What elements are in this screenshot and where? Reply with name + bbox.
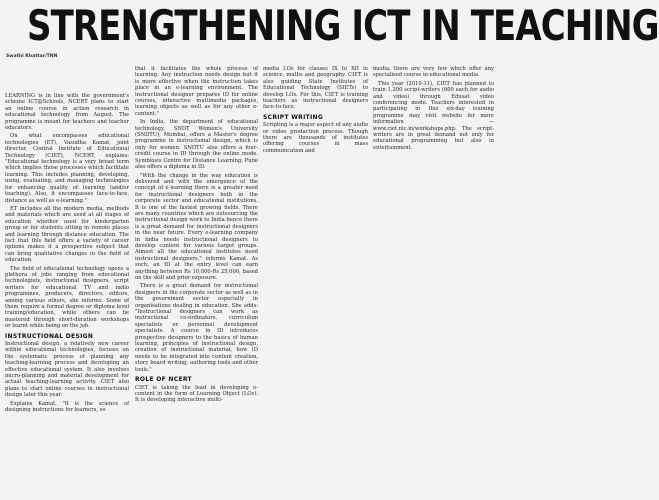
article-body	[5, 66, 494, 500]
paragraph: that it facilitates the whole process of learning. Any instruction needs design but it is more effective when the instruction takes place in an e-learning environment. The instructional designer prepares ID for online courses, interactive multimedia packages, learning objects as well as for any other e-content."	[135, 66, 258, 117]
paragraph: Explains Kamat, "It is the science of designing instructions for learners, so	[5, 400, 129, 414]
paragraph: "With the change in the way education is delivered and with the emergence of the concept of e-learning there is a greater need for instructional designers both in the corporate sector and educational institutions. It is one of the fastest growing fields. There are many countries which are outsourcing the instructional design work to India hence there is a great demand for instructional designers in the near future. Every e-learning company in India needs instructional designers to develop content for various target groups. Almost all the educational institutes need instructional designers," informs Kamat. As such, an ID at the entry level can earn anything between Rs 10,000-Rs 25,000, based on the skill and prior exposure.	[135, 172, 258, 281]
paragraph: media, there are very few which offer any specialised course in educational media.	[373, 66, 494, 79]
paragraph: Scripting is a major aspect of any audio or video production process. Though there are thousands of institutes offering courses in mass communication and	[263, 122, 368, 154]
paragraph: The field of educational technology opens a plethora of jobs ranging from educational technologists, instructional designers, script writers for educational TV and radio programmes, producers, directors, editors, among various others, she informs. Some of them require a formal degree or diploma level training/education, while others can be mastered through short-duration workshops or learnt while being on the job.	[5, 265, 129, 330]
column-3	[263, 66, 368, 500]
paragraph: This year (2010-11), CIET has planned to train 1,200 script-writers (600 each for audio and video) through Edusat video conferencing mode. Teachers interested in participating in this six-day training programme may visit website for more information — www.ciet.nic.in/workshops.php. The script-writers are in great demand not only for educational programming but also in entertainment.	[373, 80, 494, 151]
paragraph: In India, the department of educational technology, SNDT Women's University (SNDTU), Mumbai, offers a Master's degree programme in instructional design, which is only for women. SNDTU also offers a four-credit course in ID through the online mode. Symbiosis Centre for Distance Learning, Pune also offers a diploma in ID.	[135, 119, 258, 171]
column-4	[373, 66, 494, 500]
article-headline: STRENGTHENING ICT IN TEACHING	[27, 1, 659, 50]
paragraph: CIET is taking the lead in developing e-content in the form of Learning Object (LOs). It is developing interactive multi-	[135, 384, 258, 404]
section-heading-role-of-ncert: ROLE OF NCERT	[135, 376, 192, 384]
section-heading-instructional-design: INSTRUCTIONAL DESIGN	[5, 332, 94, 340]
paragraph: media LOs for classes IX to XII in science, maths and geography. CIET is also guiding State Institutes of Educational Technology (SIETs) to develop LOs. For this, CIET is training teachers as instructional designers face-to-face.	[263, 66, 368, 111]
column-1	[5, 93, 129, 500]
paragraph: LEARNING is in line with the government's scheme ICT@Schools, NCERT plans to start an online course in action research in educational technology from August. The programme is meant for teachers and teacher educators.	[5, 93, 129, 132]
paragraph: There is a great demand for instructional designers in the corporate sector as well as in the government sector especially in organisations dealing in education. She adds: "Instructional designers can work as instructional co-ordinators, curriculum specialists or personnel development specialists. A course in ID introduces prospective designers to the basics of human learning, principles of instructional design, creation of instructional material, how ID needs to be integrated into content creation, story board writing, authoring tools and other tools."	[135, 283, 258, 373]
section-heading-script-writing: SCRIPT WRITING	[263, 113, 324, 121]
paragraph: On what encompasses educational technologies (ET), Vasudha Kamat, joint director, Central Institute of Educational Technology (CIET), NCERT, explains: "Educational technology is a very broad term which implies those processes which facilitate learning. This includes planning, developing, using, evaluating, and managing technologies for enhancing quality of learning (and/or teaching). Also, it encompasses face-to-face, distance as well as e-learning."	[5, 133, 129, 204]
byline: Swathi Khattar/TNN	[6, 54, 58, 59]
column-2	[135, 66, 258, 500]
paragraph: ET includes all the modern media, methods and materials which are used at all stages of education whether used for kindergarten group or for students sitting in remote places and learning through distance education. The fact that this field offers a variety of career options makes it a prospective subject that can bring qualitative changes in the field of education.	[5, 205, 129, 264]
paragraph: Instructional design, a relatively new career within educational technologies, focuses on the systematic process of planning any teaching-learning process and developing an effective educational system. It also involves micro-planning and material development for actual teaching-learning activity. CIET also plans to start online courses in instructional design later this year.	[5, 341, 129, 399]
